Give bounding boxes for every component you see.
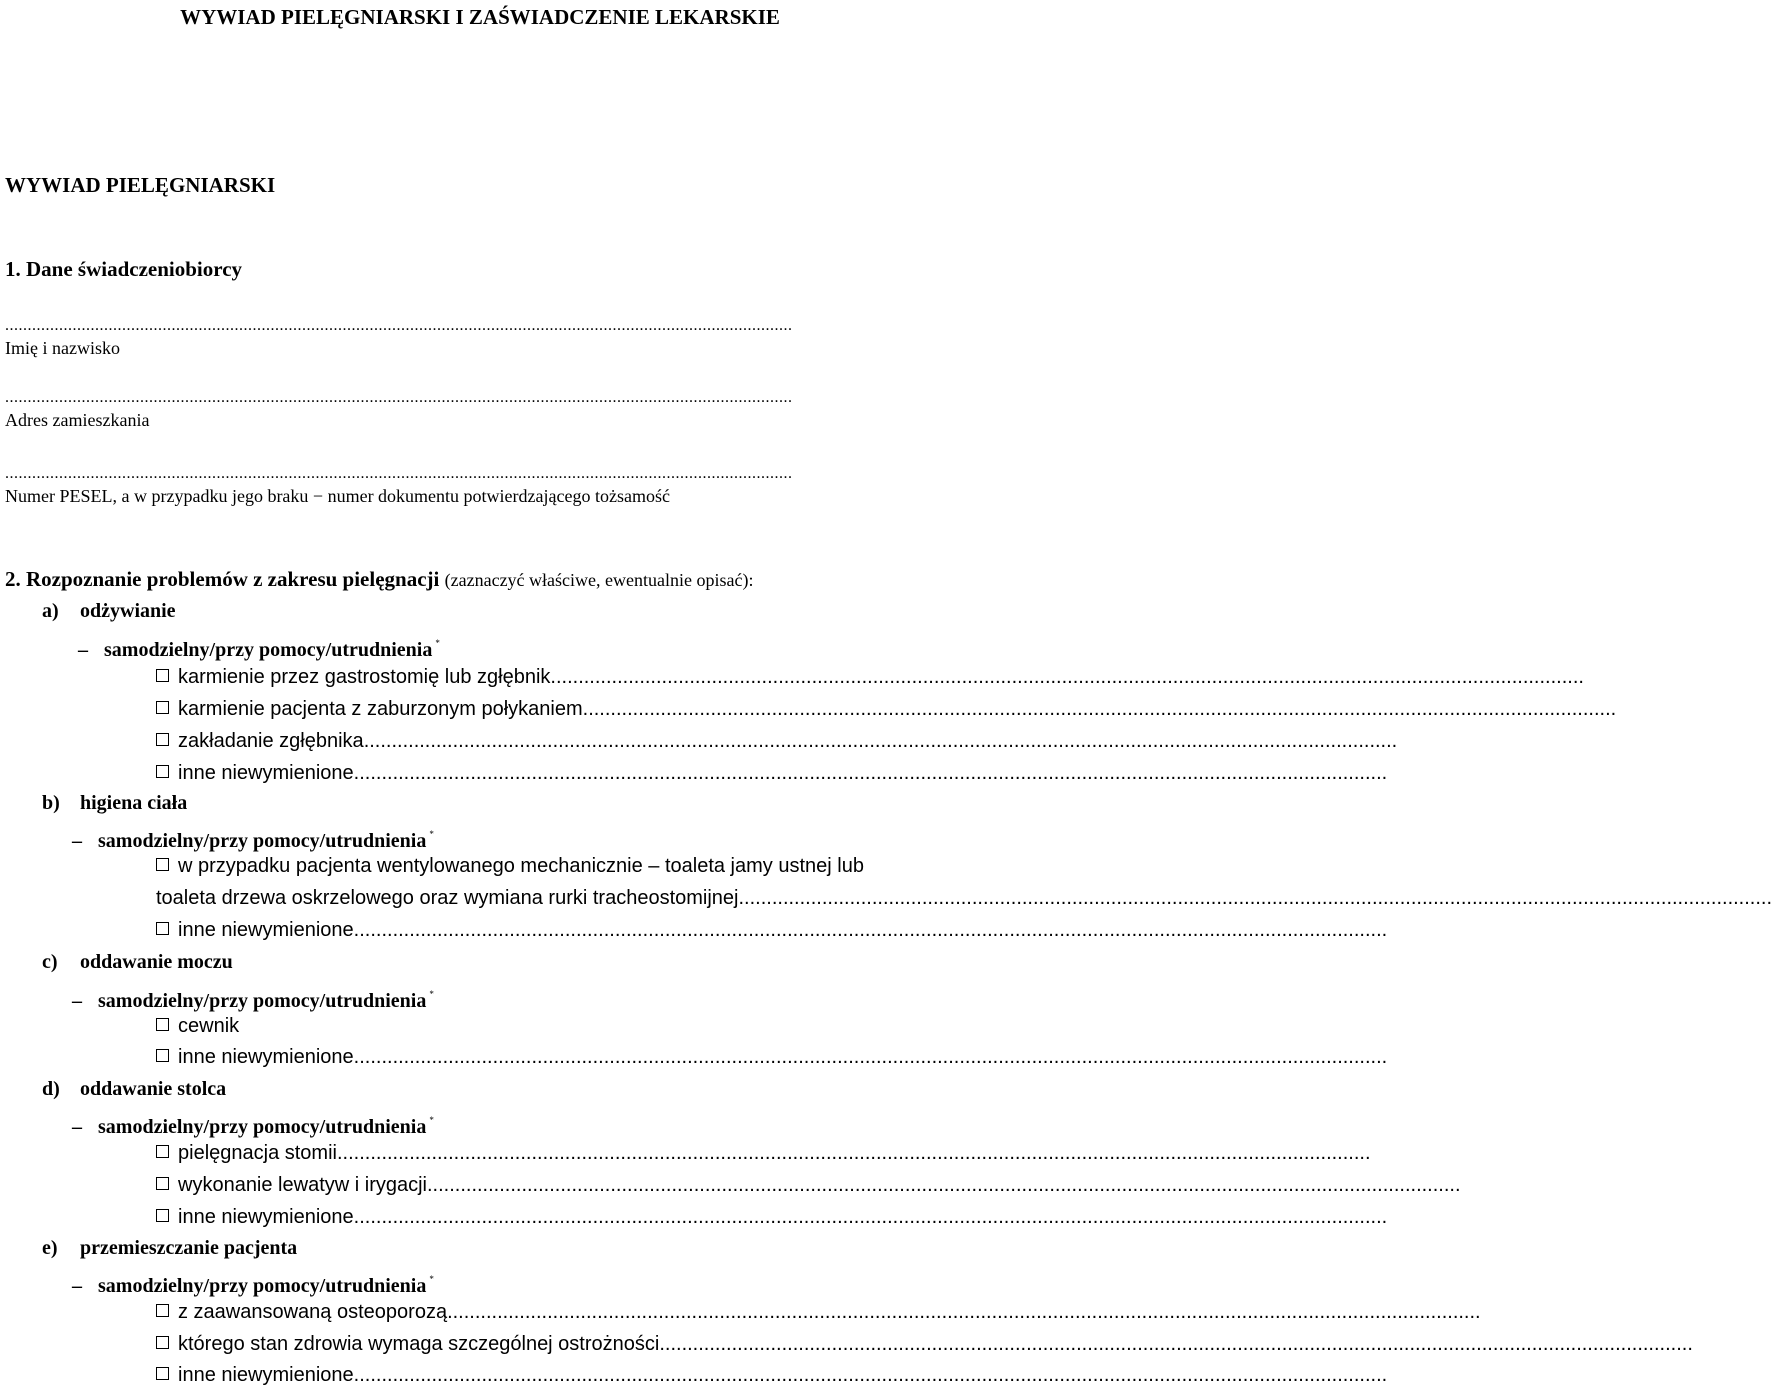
subsection-a (42, 598, 176, 624)
item-a-1[interactable] (156, 663, 1584, 691)
footnote-mark: * (429, 1274, 434, 1284)
item-dots: .......................................................................................................................................................................................... (353, 919, 1388, 941)
checkbox-icon[interactable] (156, 1018, 169, 1031)
item-label: inne niewymienione (178, 1364, 354, 1386)
item-b-1-continued (156, 883, 1772, 913)
checkbox-icon[interactable] (156, 1304, 169, 1317)
mode-dash: – (72, 830, 82, 852)
item-label: zakładanie zgłębnika (178, 730, 364, 752)
checkbox-icon[interactable] (156, 669, 169, 682)
mode-line-b (72, 821, 434, 854)
subsection-letter: a) (42, 600, 59, 622)
mode-dash: – (78, 639, 88, 661)
section2-note: (zaznaczyć właściwe, ewentualnie opisać): (444, 570, 754, 590)
mode-label: samodzielny/przy pomocy/utrudnienia (98, 1116, 427, 1138)
subsection-name: odżywianie (80, 600, 176, 622)
item-a-3[interactable] (156, 727, 1398, 755)
mode-label: samodzielny/przy pomocy/utrudnienia (98, 830, 427, 852)
mode-line-a (78, 630, 440, 663)
item-e-1[interactable] (156, 1298, 1481, 1326)
item-dots: .......................................................................................................................................................................................... (353, 1046, 1388, 1068)
item-label: pielęgnacja stomii (178, 1142, 337, 1164)
item-label: w przypadku pacjenta wentylowanego mechanicznie – toaleta jamy ustnej lub (178, 855, 864, 877)
item-d-3[interactable] (156, 1203, 1388, 1231)
footnote-mark: * (429, 1115, 434, 1125)
mode-line-d (72, 1107, 434, 1140)
item-label-continued: toaleta drzewa oskrzelowego oraz wymiana rurki tracheostomijnej (156, 887, 739, 909)
mode-dash: – (72, 1275, 82, 1297)
item-d-2[interactable] (156, 1171, 1461, 1199)
section2-title-text: 2. Rozpoznanie problemów z zakresu pielęgnacji (5, 567, 440, 591)
subsection-c (42, 949, 233, 975)
item-b-2[interactable] (156, 916, 1388, 944)
item-e-3[interactable] (156, 1361, 1388, 1389)
mode-dash: – (72, 1116, 82, 1138)
item-dots: .......................................................................................................................................................................................... (353, 762, 1388, 784)
item-label: inne niewymienione (178, 919, 354, 941)
subsection-letter: d) (42, 1078, 60, 1100)
subsection-name: oddawanie moczu (80, 951, 233, 973)
item-label: z zaawansowaną osteoporozą (178, 1301, 448, 1323)
item-label: inne niewymienione (178, 1206, 354, 1228)
checkbox-icon[interactable] (156, 733, 169, 746)
checkbox-icon[interactable] (156, 922, 169, 935)
subsection-letter: e) (42, 1237, 58, 1259)
checkbox-icon[interactable] (156, 1336, 169, 1349)
item-a-2[interactable] (156, 695, 1617, 723)
mode-dash: – (72, 990, 82, 1012)
section1-title: 1. Dane świadczeniobiorcy (5, 257, 243, 281)
subsection-letter: c) (42, 951, 58, 973)
item-e-2[interactable] (156, 1330, 1693, 1358)
item-dots: .......................................................................................................................................................................................... (363, 730, 1398, 752)
item-b-1[interactable] (156, 852, 960, 880)
subsection-letter: b) (42, 792, 60, 814)
item-label: karmienie przez gastrostomię lub zgłębnik (178, 666, 551, 688)
address-field-label: Adres zamieszkania (5, 410, 150, 430)
checkbox-icon[interactable] (156, 1177, 169, 1190)
subsection-e (42, 1235, 297, 1261)
item-label: wykonanie lewatyw i irygacji (178, 1174, 427, 1196)
footnote-mark: * (435, 638, 440, 648)
item-dots: .......................................................................................................................................................................................... (659, 1333, 1693, 1355)
subsection-name: przemieszczanie pacjenta (80, 1237, 298, 1259)
mode-label: samodzielny/przy pomocy/utrudnienia (98, 1275, 427, 1297)
item-dots: .......................................................................................................................................................................................... (426, 1174, 1461, 1196)
section2-title (5, 566, 753, 593)
item-d-1[interactable] (156, 1139, 1371, 1167)
name-field-label: Imię i nazwisko (5, 338, 120, 358)
item-c-1[interactable] (156, 1012, 960, 1040)
item-label: karmienie pacjenta z zaburzonym połykaniem (178, 698, 583, 720)
checkbox-icon[interactable] (156, 1367, 169, 1380)
checkbox-icon[interactable] (156, 765, 169, 778)
mode-label: samodzielny/przy pomocy/utrudnienia (104, 639, 433, 661)
item-a-4[interactable] (156, 759, 1388, 787)
item-dots: .......................................................................................................................................................................................... (353, 1364, 1388, 1386)
name-field-line[interactable]: ............................................................................................................................................................................... (5, 317, 793, 334)
item-label: cewnik (178, 1015, 240, 1037)
mode-line-e (72, 1266, 434, 1299)
checkbox-icon[interactable] (156, 1145, 169, 1158)
mode-line-c (72, 981, 434, 1014)
mode-label: samodzielny/przy pomocy/utrudnienia (98, 990, 427, 1012)
subsection-d (42, 1076, 226, 1102)
item-label: inne niewymienione (178, 762, 354, 784)
item-dots: .......................................................................................................................................................................................... (353, 1206, 1388, 1228)
item-dots: .......................................................................................................................................................................................... (336, 1142, 1371, 1164)
item-dots: .......................................................................................................................................................................................... (447, 1301, 1481, 1323)
subsection-b (42, 790, 187, 816)
subsection-name: higiena ciała (80, 792, 188, 814)
item-dots: .......................................................................................................................................................................................... (582, 698, 1617, 720)
document-title: WYWIAD PIELĘGNIARSKI I ZAŚWIADCZENIE LEKARSKIE (180, 5, 780, 29)
pesel-field-line[interactable]: ............................................................................................................................................................................... (5, 465, 793, 482)
pesel-field-label: Numer PESEL, a w przypadku jego braku − numer dokumentu potwierdzającego tożsamość (5, 486, 670, 506)
subsection-name: oddawanie stolca (80, 1078, 227, 1100)
checkbox-icon[interactable] (156, 858, 169, 871)
item-c-2[interactable] (156, 1043, 1388, 1071)
item-dots: .......................................................................................................................................................................................... (738, 887, 1772, 909)
item-label: inne niewymienione (178, 1046, 354, 1068)
footnote-mark: * (429, 989, 434, 999)
address-field-line[interactable]: ............................................................................................................................................................................... (5, 389, 793, 406)
item-dots: .......................................................................................................................................................................................... (550, 666, 1584, 688)
section-heading: WYWIAD PIELĘGNIARSKI (5, 173, 276, 197)
checkbox-icon[interactable] (156, 1209, 169, 1222)
footnote-mark: * (429, 829, 434, 839)
checkbox-icon[interactable] (156, 701, 169, 714)
item-label: którego stan zdrowia wymaga szczególnej ostrożności (178, 1333, 660, 1355)
checkbox-icon[interactable] (156, 1049, 169, 1062)
